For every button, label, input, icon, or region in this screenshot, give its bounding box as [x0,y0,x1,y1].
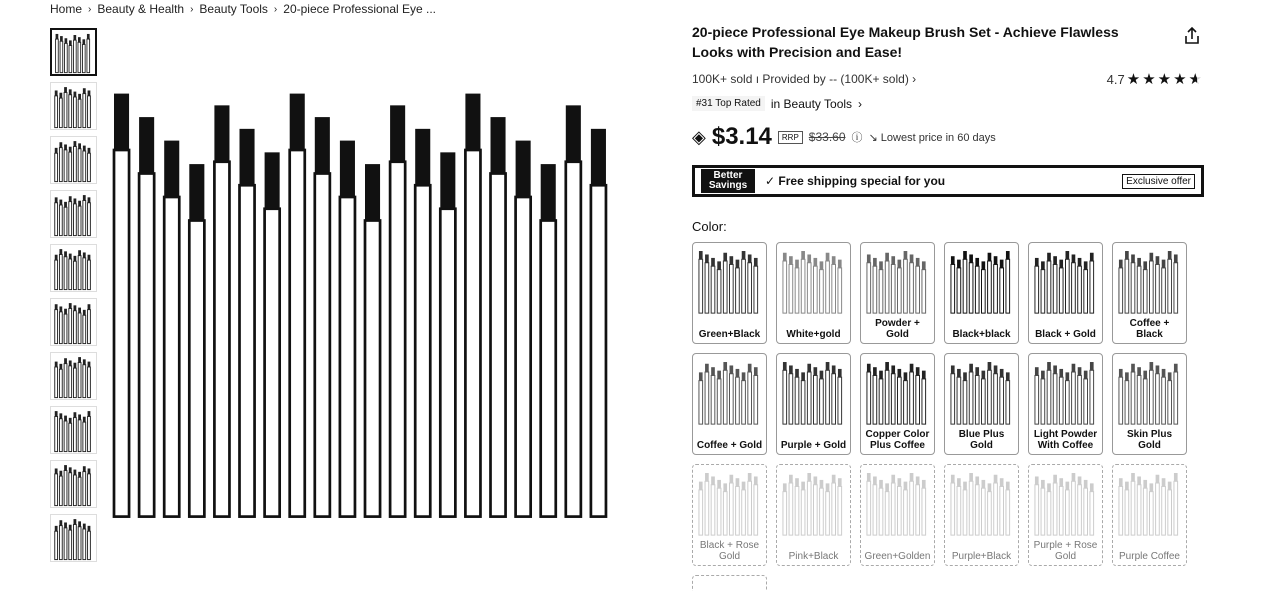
color-swatch-label: Powder + Gold [875,318,920,340]
rating[interactable] [1107,72,1202,87]
color-swatch-label: Purple + Rose Gold [1033,540,1098,562]
color-swatch-label: Copper Color Plus Coffee [865,429,930,451]
thumbnail[interactable] [50,406,97,454]
color-swatch[interactable] [1112,353,1187,455]
color-swatch[interactable] [692,464,767,566]
rrp-tag-icon: RRP [778,131,803,144]
swatch-image [1031,467,1100,537]
color-swatch[interactable] [860,353,935,455]
swatch-image [779,356,848,426]
color-swatch-label: Purple + Gold [780,440,847,451]
swatch-image [1115,356,1184,426]
star-icon: ★ [1126,71,1141,88]
thumbnail[interactable] [50,28,97,76]
color-swatch[interactable] [1112,242,1187,344]
star-icon: ★ [1173,71,1187,88]
swatch-image [947,467,1016,537]
color-swatch[interactable] [692,242,767,344]
swatch-image [863,245,932,315]
color-swatch[interactable] [1028,464,1103,566]
color-swatch[interactable] [944,242,1019,344]
thumbnail[interactable] [50,136,97,184]
tag-icon: ◈ [692,126,706,147]
chevron-right-icon: › [912,72,917,86]
color-swatch-label: Black + Rose Gold [699,540,760,562]
swatch-image [1031,356,1100,426]
breadcrumb-current: 20-piece Professional Eye ... [283,2,437,16]
original-price: $33.60 [808,130,846,144]
chevron-right-icon: › [273,3,278,15]
swatch-image [863,356,932,426]
color-swatch-label: Black + Gold [1035,329,1096,340]
color-swatch-label: Skin Plus Gold [1126,429,1172,451]
color-swatch-label: Purple Coffee [1119,551,1180,562]
thumbnail[interactable] [50,460,97,508]
color-swatch-label: Green+Golden [864,551,931,562]
trend-down-icon: ↘ [868,131,878,144]
rating-value: 4.7 [1106,72,1125,87]
color-swatch-label: Pink+Black [788,551,839,562]
thumbnail[interactable] [50,190,97,238]
swatch-image [947,356,1016,426]
swatch-image [947,245,1016,315]
color-swatch[interactable] [944,464,1019,566]
swatch-image [1115,467,1184,537]
lowest-price-note: ↘ Lowest price in 60 days [868,131,996,144]
thumbnail[interactable] [50,298,97,346]
star-icon: ★ [1157,71,1172,88]
promo-banner[interactable] [692,165,1204,197]
sales-row: 100K+ sold ı Provided by -- (100K+ sold) › 4.7 ★ ★ ★ ★ ★ [692,71,1202,88]
color-swatch-partial[interactable] [692,575,767,591]
swatch-image [1115,245,1184,315]
exclusive-offer-link[interactable]: Exclusive offer [1122,174,1195,189]
breadcrumb-beauty-health[interactable]: Beauty & Health [97,2,185,16]
color-label: Color: [692,219,727,234]
color-swatch-label: White+gold [786,329,841,340]
color-swatch-label: Blue Plus Gold [958,429,1005,451]
swatch-image [695,245,764,315]
color-swatch[interactable] [776,353,851,455]
product-title: 20-piece Professional Eye Makeup Brush Set - Achieve Flawless Looks with Precision and Ease! [692,24,1119,60]
thumbnail[interactable] [50,352,97,400]
color-swatch-label: Coffee + Black [1129,318,1170,340]
price-row [692,123,1202,151]
brush-set-image [110,56,640,536]
sold-count: 100K+ sold [692,72,753,86]
color-swatch[interactable] [860,464,935,566]
breadcrumb-beauty-tools[interactable]: Beauty Tools [199,2,268,16]
rank-category: in Beauty Tools [770,96,853,111]
swatch-image [695,467,764,537]
swatch-image [1031,245,1100,315]
product-info [692,22,1202,591]
half-star-icon: ★ [1188,71,1202,88]
share-icon[interactable] [1182,26,1202,46]
swatch-image [863,467,932,537]
star-icon: ★ [1142,71,1156,88]
thumbnail-strip [50,28,98,562]
color-swatch[interactable] [692,353,767,455]
info-icon[interactable]: ⓘ [851,132,863,144]
rank-badge: #31 Top Rated [692,96,765,111]
color-swatch[interactable] [776,464,851,566]
thumbnail[interactable] [50,244,97,292]
color-swatch[interactable] [1028,353,1103,455]
swatch-image [695,356,764,426]
chevron-right-icon: › [88,3,92,15]
color-swatch[interactable] [1112,464,1187,566]
swatch-image [779,245,848,315]
banner-label: Better Savings [701,169,755,193]
color-swatch-label: Purple+Black [951,551,1012,562]
color-swatch-label: Green+Black [698,329,761,340]
chevron-right-icon: › [190,3,194,15]
color-swatch[interactable] [860,242,935,344]
color-swatch-label: Coffee + Gold [696,440,763,451]
chevron-right-icon: › [858,96,863,111]
rank-row[interactable] [692,96,1202,111]
banner-text: ✓ Free shipping special for you [765,174,946,188]
thumbnail[interactable] [50,82,97,130]
color-swatch[interactable] [944,353,1019,455]
breadcrumb-home[interactable]: Home [50,2,83,16]
color-swatch-label: Black+black [952,329,1011,340]
breadcrumb [50,2,436,16]
provider-link[interactable]: Provided by -- (100K+ sold) [762,72,909,86]
thumbnail[interactable] [50,514,97,562]
color-swatches [692,242,1202,566]
color-swatch[interactable] [1028,242,1103,344]
main-product-image[interactable] [110,56,640,536]
color-swatch[interactable] [776,242,851,344]
color-swatch-label: Light Powder With Coffee [1033,429,1098,451]
swatch-image [779,467,848,537]
check-icon: ✓ [765,174,776,188]
price: $3.14 [711,123,772,150]
